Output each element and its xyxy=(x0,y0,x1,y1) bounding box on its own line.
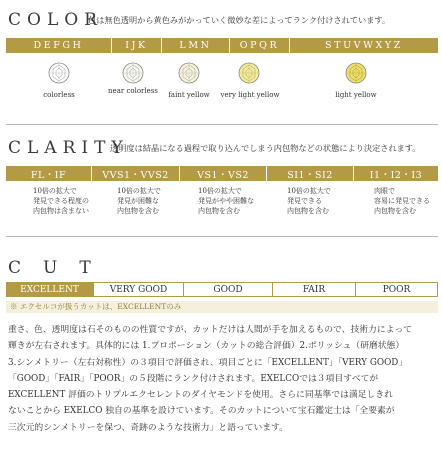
body-line: 「GOOD」「FAIR」「POOR」の５段階にランク付けされます。EXELCOでは３項目すべてが xyxy=(8,373,379,384)
color-title: COLOR xyxy=(8,10,103,30)
diamond-icon-light-yellow xyxy=(345,62,367,84)
divider xyxy=(6,236,438,237)
gem-label-near-colorless: near colorless xyxy=(108,87,158,95)
gem-label-very-light-yellow: very light yellow xyxy=(220,91,280,99)
cut-title: CUT xyxy=(8,258,113,278)
body-line: 重さ、色、透明度は石そのものの性質ですが、カットだけは人間が手を加えるもので、技術力によって xyxy=(8,325,413,335)
color-description: 色は無色透明から黄色みがかっていく微妙な差によってランク付けされています。 xyxy=(88,15,391,25)
clarity-desc-i: 肉眼で 容易に発見できる 内包物を含む xyxy=(374,187,430,215)
cut-grade-bar xyxy=(6,282,438,297)
clarity-title: CLARITY xyxy=(8,138,129,158)
cut-note: ※ エクセルコが扱うカットは、EXCELLENTのみ xyxy=(6,301,438,313)
gem-label-colorless: colorless xyxy=(43,91,75,99)
clarity-grade-i: I1・I2・I3 xyxy=(369,169,423,181)
divider xyxy=(6,124,438,125)
diamond-icon-very-light-yellow xyxy=(238,62,260,84)
diamond-icon-faint-yellow xyxy=(178,62,200,84)
clarity-desc-vvs: 10倍の拡大で 発見が困難な 内包物を含む xyxy=(117,187,161,215)
diamond-icon-near-colorless xyxy=(122,62,144,84)
clarity-desc-vs: 10倍の拡大で 発見がやや困難な 内包物を含む xyxy=(198,187,254,215)
color-grade-ijk: IJK xyxy=(112,38,162,53)
body-line: 三次元的シンメトリーを保つ、奇跡のような技術力」と語っています。 xyxy=(8,422,288,433)
body-line: 3.シンメトリー（左右対称性）の３項目で評価され、項目ごとに「EXCELLENT」「VERY GOOD」 xyxy=(8,357,408,368)
color-grade-bar xyxy=(6,38,438,53)
color-grade-opqr: OPQR xyxy=(230,38,290,53)
clarity-description: 透明度は結晶になる過程で取り込んでしまう内包物などの状態により決定されます。 xyxy=(110,143,421,153)
color-grade-defgh: DEFGH xyxy=(6,38,112,53)
clarity-desc-fl-if: 10倍の拡大で 発見できる程度の 内包物は含まない xyxy=(33,187,89,215)
color-grade-lmn: LMN xyxy=(162,38,230,53)
clarity-grade-vvs: VVS1・VVS2 xyxy=(92,166,180,181)
clarity-desc-si: 10倍の拡大で 発見できる 内包物を含む xyxy=(287,187,331,215)
diamond-icon-colorless xyxy=(48,62,70,84)
clarity-grade-fl-if: FL・IF xyxy=(6,166,92,181)
cut-body-text xyxy=(8,322,438,436)
gem-label-faint-yellow: faint yellow xyxy=(168,91,210,99)
cut-grade-poor: POOR xyxy=(356,282,438,297)
body-line: EXCELLENT 評価のトリプルエクセレントのダイヤモンドを使用。さらに同基準では満足しきれ xyxy=(8,390,393,401)
clarity-grade-si: SI1・SI2 xyxy=(267,166,354,181)
clarity-grade-bar xyxy=(6,166,438,181)
color-grade-stuvwxyz: STUVWXYZ xyxy=(325,40,403,51)
gem-label-light-yellow: light yellow xyxy=(335,91,377,99)
cut-grade-excellent: EXCELLENT xyxy=(6,282,94,297)
cut-grade-very-good: VERY GOOD xyxy=(94,282,184,297)
clarity-grade-vs: VS1・VS2 xyxy=(180,166,267,181)
body-line: 輝きが左右されます。具体的には 1.プロポーション（カットの総合評価）2.ポリッシュ（研磨状態） xyxy=(8,341,405,352)
cut-grade-good: GOOD xyxy=(184,282,273,297)
cut-grade-fair: FAIR xyxy=(273,282,356,297)
body-line: ないことから EXELCO 独自の基準を設けています。そのカットについて宝石鑑定士は「全要素が xyxy=(8,406,395,417)
